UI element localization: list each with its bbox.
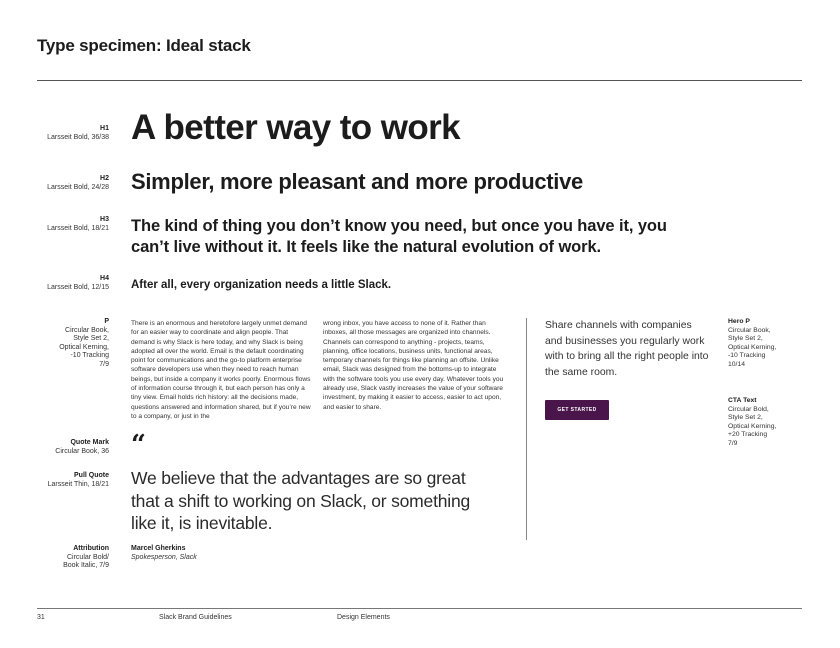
column-divider (526, 318, 527, 540)
label-cta-text-spec-1: Circular Bold, (728, 405, 769, 413)
top-rule (37, 80, 802, 81)
label-quote-mark-spec: Circular Book, 36 (55, 447, 109, 455)
label-p-name: P (104, 318, 109, 325)
label-cta-text-spec-4: +20 Tracking (728, 431, 768, 439)
label-p-spec-3: Optical Kerning, (59, 343, 109, 351)
quote-mark: “ (131, 430, 146, 460)
label-h2-spec: Larsseit Bold, 24/28 (47, 183, 109, 191)
label-pull-quote-spec: Larsseit Thin, 18/21 (47, 480, 109, 488)
label-cta-text-spec-3: Optical Kerning, (728, 422, 777, 430)
label-p-spec-1: Circular Book, (65, 326, 109, 334)
label-p (59, 318, 109, 369)
specimen-h1: A better way to work (131, 108, 460, 147)
pull-quote: We believe that the advantages are so great that a shift to working on Slack, or something like it, is inevitable. (131, 468, 471, 533)
label-hero-p-spec-2: Style Set 2, (728, 335, 763, 343)
label-cta-text-name: CTA Text (728, 397, 757, 404)
specimen-h2: Simpler, more pleasant and more productive (131, 169, 583, 194)
label-h2 (47, 175, 109, 192)
footer-section: Design Elements (337, 614, 390, 621)
label-quote-mark (55, 439, 109, 456)
specimen-h4: After all, every organization needs a little Slack. (131, 279, 392, 291)
label-h2-name: H2 (100, 175, 109, 182)
label-h1-spec: Larsseit Bold, 36/38 (47, 133, 109, 141)
label-attribution-name: Attribution (73, 545, 109, 552)
label-cta-text-spec-5: 7/9 (728, 439, 738, 447)
footer-page-number: 31 (37, 614, 45, 621)
bottom-rule (37, 608, 802, 609)
label-hero-p-spec-1: Circular Book, (728, 326, 771, 334)
label-h3-spec: Larsseit Bold, 18/21 (47, 224, 109, 232)
label-attribution-spec-1: Circular Bold/ (66, 553, 109, 561)
label-hero-p (728, 318, 798, 370)
specimen-h3: The kind of thing you don’t know you need, but once you have it, you can’t live without it. It feels like the natural evolution of work. (131, 217, 667, 256)
label-attribution (63, 545, 109, 571)
label-h4 (47, 275, 109, 292)
hero-paragraph: Share channels with companies and businesses you regularly work with to bring all the right people into the same room. (545, 320, 709, 378)
label-h1-name: H1 (100, 125, 109, 132)
label-h4-name: H4 (100, 275, 109, 282)
label-p-spec-2: Style Set 2, (73, 335, 109, 342)
label-h3-name: H3 (100, 216, 109, 223)
label-h3 (47, 216, 109, 233)
label-p-spec-4: -10 Tracking (70, 352, 109, 359)
label-h1 (47, 125, 109, 142)
body-column-1: There is an enormous and heretofore largely unmet demand for an easier way to coordinate and align people. That demand is why Slack is here today, and why Slack is being adopted all over the world. Email is the default coordinating point for communications and the go-to platform enterprise software developers use when they need to reach human beings, but inside a company it works poorly. Enormous flows of information course through it, but each person has only a tiny view. Email holds rich history: all the decisions made, questions answered and information shared, but if you’re new to a company, or just in the (131, 320, 311, 420)
label-hero-p-name: Hero P (728, 318, 750, 325)
attribution-name: Marcel Gherkins (131, 545, 186, 552)
label-cta-text (728, 397, 798, 449)
page-title: Type specimen: Ideal stack (37, 36, 251, 55)
body-column-2: wrong inbox, you have access to none of it. Rather than inboxes, all those messages are organized into channels. Channels can correspond to anything - projects, teams, planning, office locations, business units, functional areas, temporary channels for things like planning an offsite. Unlike email, Slack was designed from the bottoms-up to integrate with the software tools you use every day. Whatever tools you already use, Slack vastly increases the value of your software investment, by making it easier to access, easier to act upon, and easier to share. (323, 320, 504, 411)
label-cta-text-spec-2: Style Set 2, (728, 414, 763, 422)
label-attribution-spec-2: Book Italic, 7/9 (63, 562, 109, 569)
get-started-button[interactable]: GET STARTED (545, 400, 609, 420)
label-h4-spec: Larsseit Bold, 12/15 (47, 283, 109, 291)
label-pull-quote-name: Pull Quote (74, 472, 109, 479)
label-hero-p-spec-5: 10/14 (728, 360, 746, 368)
label-quote-mark-name: Quote Mark (70, 439, 109, 446)
label-pull-quote (48, 472, 109, 489)
attribution-role: Spokesperson, Slack (131, 554, 197, 561)
label-p-spec-5: 7/9 (99, 360, 109, 368)
label-hero-p-spec-4: -10 Tracking (728, 352, 766, 360)
footer-brand: Slack Brand Guidelines (159, 614, 232, 621)
label-hero-p-spec-3: Optical Kerning, (728, 343, 777, 351)
